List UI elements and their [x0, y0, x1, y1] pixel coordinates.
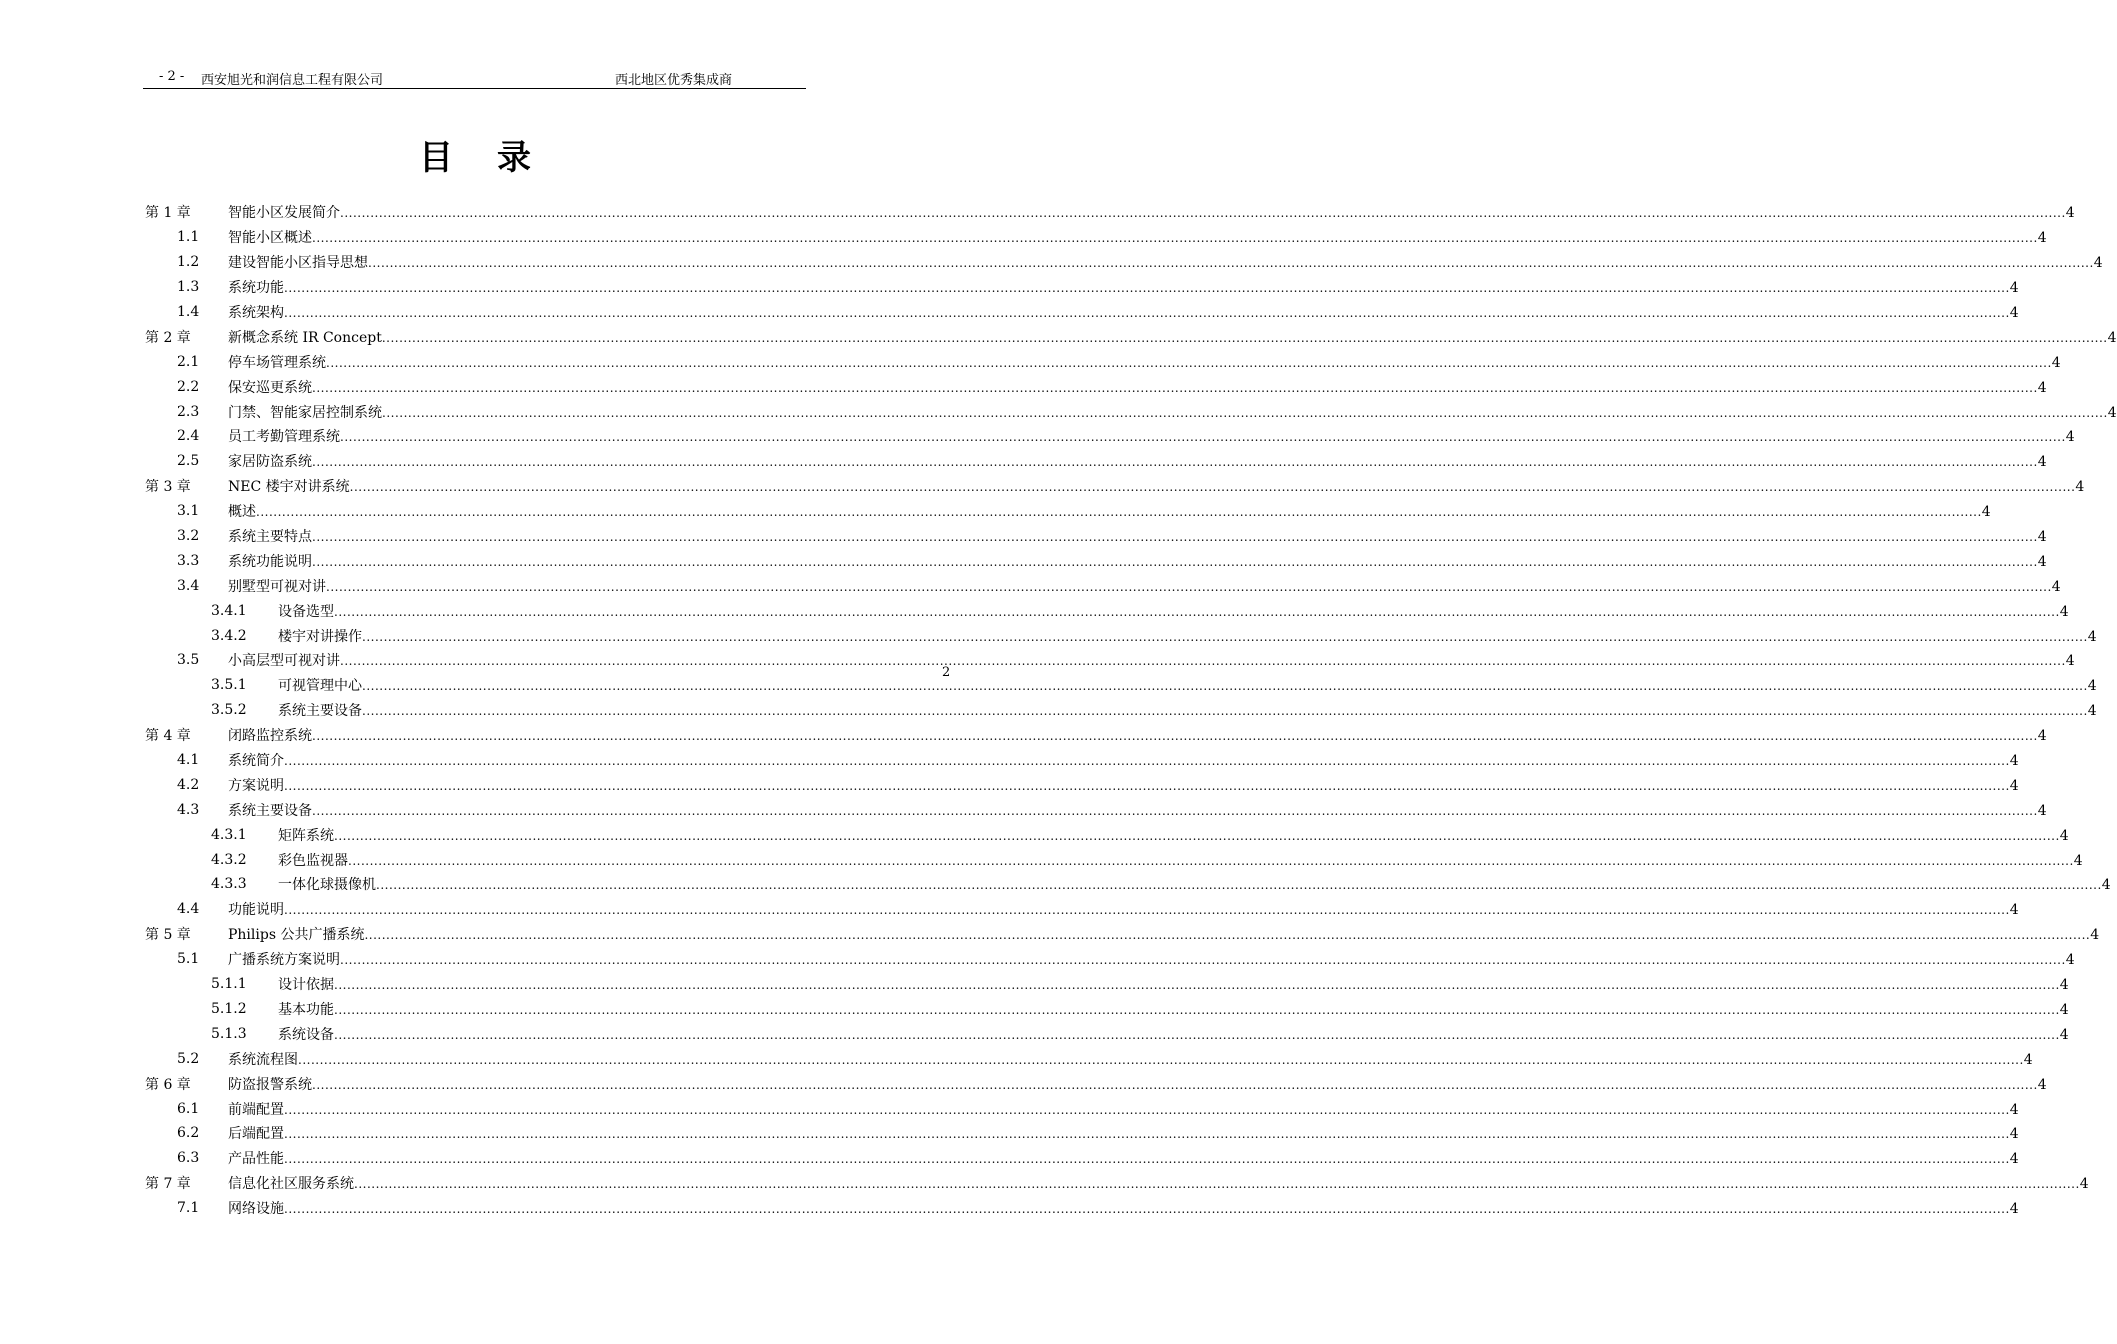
toc-entry-line — [228, 302, 2019, 322]
toc-entry-line — [228, 1173, 2089, 1193]
toc-entry-title: 家居防盗系统 — [228, 454, 312, 471]
dot-leader: ................................................................................................................................................................................................................................................................................................................................................................................................................ — [354, 1177, 2080, 1192]
toc-entry-title: 设备选型 — [278, 603, 334, 620]
page-title: 目录 — [419, 138, 575, 178]
toc-entry[interactable] — [145, 598, 2069, 623]
toc-entry-line — [228, 551, 2047, 571]
toc-entry-title: 保安巡更系统 — [228, 379, 312, 396]
toc-entry[interactable] — [145, 1046, 2033, 1071]
toc-entry-number: 3.2 — [177, 528, 200, 545]
toc-entry[interactable] — [145, 399, 2117, 424]
toc-entry-line — [278, 700, 2097, 720]
dot-leader: ................................................................................................................................................................................................................................................................................................................................................................................................................ — [312, 729, 2038, 744]
toc-entry-title: 方案说明 — [228, 777, 284, 794]
toc-entry-line — [228, 750, 2019, 770]
toc-entry-page: 4 — [2087, 703, 2097, 720]
toc-entry[interactable] — [145, 275, 2019, 300]
dot-leader: ................................................................................................................................................................................................................................................................................................................................................................................................................ — [334, 604, 2060, 619]
toc-entry-title: 停车场管理系统 — [228, 354, 326, 371]
dot-leader: ................................................................................................................................................................................................................................................................................................................................................................................................................ — [256, 505, 1982, 520]
dot-leader: ................................................................................................................................................................................................................................................................................................................................................................................................................ — [284, 1152, 2010, 1167]
dot-leader: ................................................................................................................................................................................................................................................................................................................................................................................................................ — [284, 1102, 2010, 1117]
toc-entry[interactable] — [145, 1171, 2089, 1196]
toc-entry-number: 3.1 — [177, 503, 200, 520]
toc-entry-line — [278, 601, 2069, 621]
toc-entry-number: 1.3 — [177, 279, 200, 296]
toc-entry-number: 2.1 — [177, 353, 200, 370]
toc-entry-title: 系统主要特点 — [228, 529, 312, 546]
toc-entry-line — [278, 1024, 2069, 1044]
toc-entry-page: 4 — [2009, 280, 2019, 297]
toc-entry-title: 智能小区概述 — [228, 230, 312, 247]
toc-entry-page: 4 — [2037, 1076, 2047, 1093]
toc-entry-title: 别墅型可视对讲 — [228, 578, 326, 595]
toc-entry-title: 网络设施 — [228, 1201, 284, 1218]
toc-entry-number: 4.1 — [177, 752, 200, 769]
toc-entry-page: 4 — [2059, 603, 2069, 620]
toc-entry-page: 4 — [2009, 777, 2019, 794]
toc-entry-line — [228, 402, 2117, 422]
dot-leader: ................................................................................................................................................................................................................................................................................................................................................................................................................ — [312, 231, 2038, 246]
dot-leader: ................................................................................................................................................................................................................................................................................................................................................................................................................ — [334, 1027, 2060, 1042]
toc-entry-title: 系统架构 — [228, 305, 284, 321]
table-of-contents — [145, 200, 2117, 1221]
toc-entry-number: 7.1 — [177, 1200, 200, 1217]
toc-entry-number: 3.4.2 — [211, 627, 247, 644]
toc-entry[interactable] — [145, 623, 2097, 648]
toc-entry-title: 信息化社区服务系统 — [228, 1176, 354, 1193]
toc-entry-number: 6.3 — [177, 1150, 200, 1167]
toc-entry-line — [228, 352, 2061, 372]
toc-entry-page: 4 — [2051, 354, 2061, 371]
toc-entry[interactable] — [145, 374, 2047, 399]
toc-entry-line — [228, 451, 2047, 471]
toc-entry-page: 4 — [2093, 255, 2103, 272]
toc-entry-page: 4 — [2107, 404, 2117, 421]
toc-entry-line — [228, 949, 2075, 969]
toc-entry-line — [228, 650, 2075, 670]
toc-entry-number: 6.2 — [177, 1125, 200, 1142]
toc-entry[interactable] — [145, 300, 2019, 325]
dot-leader: ................................................................................................................................................................................................................................................................................................................................................................................................................ — [362, 704, 2088, 719]
toc-entry-number: 4.2 — [177, 776, 200, 793]
toc-entry[interactable] — [145, 1096, 2019, 1121]
toc-entry-title: 智能小区发展简介 — [228, 205, 340, 222]
toc-entry-title: 系统简介 — [228, 753, 284, 770]
toc-entry-title: 可视管理中心 — [278, 678, 362, 695]
toc-entry-line — [228, 476, 2085, 496]
toc-entry-page: 4 — [2073, 852, 2083, 869]
toc-entry[interactable] — [145, 872, 2111, 897]
toc-entry-line — [228, 252, 2103, 272]
toc-entry-title: 系统主要设备 — [278, 703, 362, 720]
dot-leader: ................................................................................................................................................................................................................................................................................................................................................................................................................ — [364, 928, 2091, 943]
dot-leader: ................................................................................................................................................................................................................................................................................................................................................................................................................ — [312, 1077, 2038, 1092]
dot-leader: ................................................................................................................................................................................................................................................................................................................................................................................................................ — [349, 480, 2076, 495]
toc-entry-number: 6.1 — [177, 1100, 200, 1117]
toc-entry-title: 新概念系统 IR Concept — [228, 329, 382, 346]
toc-entry-title: 前端配置 — [228, 1101, 284, 1118]
toc-entry[interactable] — [145, 1121, 2019, 1146]
toc-entry-title: 小高层型可视对讲 — [228, 653, 340, 670]
dot-leader: ................................................................................................................................................................................................................................................................................................................................................................................................................ — [312, 455, 2038, 470]
toc-entry-number: 3.5.1 — [211, 677, 247, 694]
toc-entry-page: 4 — [2101, 877, 2111, 894]
toc-entry[interactable] — [145, 673, 2097, 698]
toc-entry-page: 4 — [2009, 1126, 2019, 1143]
dot-leader: ................................................................................................................................................................................................................................................................................................................................................................................................................ — [326, 579, 2052, 594]
toc-entry-line — [278, 974, 2069, 994]
toc-entry-number: 2.2 — [177, 378, 200, 395]
toc-entry-page: 4 — [2059, 827, 2069, 844]
dot-leader: ................................................................................................................................................................................................................................................................................................................................................................................................................ — [382, 405, 2108, 420]
toc-entry-line — [278, 626, 2097, 646]
toc-entry[interactable] — [145, 847, 2083, 872]
toc-entry-page: 4 — [2059, 1001, 2069, 1018]
toc-entry-number: 3.5 — [177, 652, 200, 669]
company-name: 西安旭光和润信息工程有限公司 — [201, 73, 384, 88]
toc-entry[interactable] — [145, 897, 2019, 922]
toc-entry-line — [228, 924, 2100, 944]
toc-entry-page: 4 — [2009, 305, 2019, 321]
dot-leader: ................................................................................................................................................................................................................................................................................................................................................................................................................ — [298, 1052, 2024, 1067]
dot-leader: ................................................................................................................................................................................................................................................................................................................................................................................................................ — [340, 430, 2066, 445]
toc-entry-line — [278, 675, 2097, 695]
toc-entry-title: 系统流程图 — [228, 1051, 298, 1068]
toc-entry[interactable] — [145, 698, 2097, 723]
toc-entry-line — [278, 825, 2069, 845]
toc-entry-title: Philips 公共广播系统 — [228, 927, 365, 944]
toc-entry[interactable] — [145, 573, 2061, 598]
dot-leader: ................................................................................................................................................................................................................................................................................................................................................................................................................ — [340, 654, 2066, 669]
dot-leader: ................................................................................................................................................................................................................................................................................................................................................................................................................ — [284, 1127, 2010, 1142]
dot-leader: ................................................................................................................................................................................................................................................................................................................................................................................................................ — [312, 530, 2038, 545]
toc-entry-title: 闭路监控系统 — [228, 728, 312, 745]
toc-entry-line — [228, 327, 2117, 347]
toc-entry[interactable] — [145, 797, 2047, 822]
toc-entry-line — [228, 426, 2075, 446]
dot-leader: ................................................................................................................................................................................................................................................................................................................................................................................................................ — [348, 853, 2074, 868]
toc-entry-page: 4 — [2009, 753, 2019, 770]
toc-entry-title: 功能说明 — [228, 902, 284, 919]
toc-entry-page: 4 — [2087, 678, 2097, 695]
toc-entry-page: 4 — [2037, 230, 2047, 247]
toc-entry-page: 4 — [2037, 728, 2047, 745]
toc-entry-title: 后端配置 — [228, 1126, 284, 1143]
toc-entry-line — [228, 1049, 2033, 1069]
toc-entry[interactable] — [145, 524, 2047, 549]
toc-entry-number: 3.5.2 — [211, 702, 247, 719]
dot-leader: ................................................................................................................................................................................................................................................................................................................................................................................................................ — [284, 281, 2010, 296]
toc-entry-title: 一体化球摄像机 — [278, 877, 376, 894]
toc-entry-title: 产品性能 — [228, 1151, 284, 1168]
toc-entry-title: 广播系统方案说明 — [228, 952, 340, 969]
toc-entry-line — [228, 1198, 2019, 1218]
toc-entry-page: 4 — [2065, 653, 2075, 670]
toc-entry-line — [228, 202, 2075, 222]
toc-entry-title: 门禁、智能家居控制系统 — [228, 404, 382, 421]
toc-entry[interactable] — [145, 997, 2069, 1022]
toc-entry-page: 4 — [2037, 379, 2047, 396]
toc-entry-number: 4.3.2 — [211, 851, 247, 868]
toc-entry-number: 第 7 章 — [145, 1176, 191, 1193]
toc-entry-title: 设计依据 — [278, 977, 334, 994]
toc-entry-line — [228, 899, 2019, 919]
toc-entry-line — [228, 1123, 2019, 1143]
dot-leader: ................................................................................................................................................................................................................................................................................................................................................................................................................ — [362, 679, 2088, 694]
toc-entry-title: 员工考勤管理系统 — [228, 429, 340, 446]
toc-entry-page: 4 — [2037, 553, 2047, 570]
toc-entry-number: 5.1.3 — [211, 1025, 247, 1042]
toc-entry-page: 4 — [2090, 927, 2100, 944]
toc-entry-line — [228, 1148, 2019, 1168]
toc-entry-title: 建设智能小区指导思想 — [228, 255, 368, 272]
toc-entry-title: 系统主要设备 — [228, 802, 312, 819]
toc-entry[interactable] — [145, 648, 2075, 673]
header-slogan: 西北地区优秀集成商 — [615, 73, 733, 88]
toc-entry-number: 第 4 章 — [145, 728, 191, 745]
toc-entry-number: 第 3 章 — [145, 479, 191, 496]
dot-leader: ................................................................................................................................................................................................................................................................................................................................................................................................................ — [312, 380, 2038, 395]
toc-entry[interactable] — [145, 748, 2019, 773]
toc-entry-page: 4 — [2037, 802, 2047, 819]
toc-entry-line — [228, 800, 2047, 820]
toc-entry-line — [228, 1074, 2047, 1094]
dot-leader: ................................................................................................................................................................................................................................................................................................................................................................................................................ — [362, 629, 2088, 644]
toc-entry-page: 4 — [2065, 952, 2075, 969]
toc-entry-line — [278, 874, 2111, 894]
toc-entry-line — [228, 377, 2047, 397]
toc-entry-line — [278, 850, 2083, 870]
toc-entry-title: NEC 楼宇对讲系统 — [228, 479, 350, 496]
toc-entry-page: 4 — [1981, 504, 1991, 521]
dot-leader: ................................................................................................................................................................................................................................................................................................................................................................................................................ — [284, 306, 2010, 320]
toc-entry-line — [228, 1099, 2019, 1119]
toc-entry-number: 第 6 章 — [145, 1076, 191, 1093]
toc-entry[interactable] — [145, 225, 2047, 250]
toc-entry-page: 4 — [2009, 902, 2019, 919]
toc-entry-number: 1.4 — [177, 304, 200, 320]
toc-entry-number: 1.1 — [177, 229, 200, 246]
toc-entry-line — [228, 227, 2047, 247]
toc-entry-number: 4.3.1 — [211, 826, 247, 843]
toc-entry-page: 4 — [2037, 529, 2047, 546]
dot-leader: ................................................................................................................................................................................................................................................................................................................................................................................................................ — [334, 828, 2060, 843]
dot-leader: ................................................................................................................................................................................................................................................................................................................................................................................................................ — [340, 206, 2066, 221]
toc-entry[interactable] — [145, 1196, 2019, 1221]
dot-leader: ................................................................................................................................................................................................................................................................................................................................................................................................................ — [334, 978, 2060, 993]
toc-entry[interactable] — [145, 474, 2085, 499]
toc-entry-page: 4 — [2059, 1026, 2069, 1043]
toc-entry-number: 2.4 — [177, 428, 200, 445]
toc-entry-title: 系统设备 — [278, 1026, 334, 1043]
toc-entry-number: 2.5 — [177, 453, 200, 470]
toc-entry-number: 4.3 — [177, 801, 200, 818]
toc-entry-page: 4 — [2009, 1151, 2019, 1168]
toc-entry-line — [228, 501, 1991, 521]
toc-entry-page: 4 — [2075, 479, 2085, 496]
toc-entry-number: 3.4 — [177, 577, 200, 594]
toc-entry-number: 第 1 章 — [145, 205, 191, 222]
toc-entry-title: 概述 — [228, 504, 256, 521]
toc-entry[interactable] — [145, 922, 2100, 947]
toc-entry-page: 4 — [2107, 329, 2117, 346]
toc-entry[interactable] — [145, 947, 2075, 972]
toc-entry-page: 4 — [2037, 454, 2047, 471]
page-indicator: - 2 - — [159, 69, 185, 84]
dot-leader: ................................................................................................................................................................................................................................................................................................................................................................................................................ — [312, 803, 2038, 818]
toc-entry-number: 5.1.1 — [211, 976, 247, 993]
toc-entry-number: 1.2 — [177, 254, 200, 271]
toc-entry[interactable] — [145, 1146, 2019, 1171]
toc-entry-page: 4 — [2023, 1051, 2033, 1068]
toc-entry-page: 4 — [2009, 1101, 2019, 1118]
toc-entry[interactable] — [145, 499, 1991, 524]
toc-entry[interactable] — [145, 1071, 2047, 1096]
toc-entry-line — [228, 277, 2019, 297]
toc-entry-number: 4.4 — [177, 901, 200, 918]
toc-entry-line — [228, 576, 2061, 596]
toc-entry-title: 系统功能 — [228, 280, 284, 297]
toc-entry[interactable] — [145, 449, 2047, 474]
toc-entry-number: 5.1.2 — [211, 1000, 247, 1017]
toc-entry-page: 4 — [2065, 205, 2075, 222]
toc-entry-number: 2.3 — [177, 403, 200, 420]
toc-entry-title: 楼宇对讲操作 — [278, 628, 362, 645]
toc-entry-number: 3.4.1 — [211, 602, 247, 619]
toc-entry-page: 4 — [2079, 1176, 2089, 1193]
dot-leader: ................................................................................................................................................................................................................................................................................................................................................................................................................ — [312, 554, 2038, 569]
dot-leader: ................................................................................................................................................................................................................................................................................................................................................................................................................ — [284, 903, 2010, 918]
toc-entry-line — [228, 775, 2019, 795]
dot-leader: ................................................................................................................................................................................................................................................................................................................................................................................................................ — [326, 355, 2052, 370]
toc-entry-number: 5.1 — [177, 951, 200, 968]
toc-entry-line — [228, 526, 2047, 546]
dot-leader: ................................................................................................................................................................................................................................................................................................................................................................................................................ — [284, 754, 2010, 769]
dot-leader: ................................................................................................................................................................................................................................................................................................................................................................................................................ — [376, 878, 2102, 893]
toc-entry-number: 5.2 — [177, 1050, 200, 1067]
toc-entry[interactable] — [145, 1021, 2069, 1046]
dot-leader: ................................................................................................................................................................................................................................................................................................................................................................................................................ — [284, 1202, 2010, 1217]
toc-entry-title: 彩色监视器 — [278, 852, 348, 869]
toc-entry[interactable] — [145, 324, 2117, 349]
toc-entry[interactable] — [145, 424, 2075, 449]
toc-entry[interactable] — [145, 250, 2103, 275]
toc-entry-title: 防盗报警系统 — [228, 1076, 312, 1093]
dot-leader: ................................................................................................................................................................................................................................................................................................................................................................................................................ — [340, 953, 2066, 968]
toc-entry-page: 4 — [2059, 977, 2069, 994]
toc-entry[interactable] — [145, 822, 2069, 847]
toc-entry[interactable] — [145, 200, 2075, 225]
dot-leader: ................................................................................................................................................................................................................................................................................................................................................................................................................ — [368, 256, 2094, 271]
toc-entry-page: 4 — [2065, 429, 2075, 446]
toc-entry-title: 基本功能 — [278, 1001, 334, 1018]
toc-entry-line — [228, 725, 2047, 745]
toc-entry-title: 系统功能说明 — [228, 553, 312, 570]
toc-entry-line — [278, 999, 2069, 1019]
toc-entry[interactable] — [145, 349, 2061, 374]
dot-leader: ................................................................................................................................................................................................................................................................................................................................................................................................................ — [284, 778, 2010, 793]
toc-entry[interactable] — [145, 972, 2069, 997]
toc-entry[interactable] — [145, 723, 2047, 748]
toc-entry-number: 第 2 章 — [145, 329, 191, 346]
toc-entry-page: 4 — [2087, 628, 2097, 645]
toc-entry-title: 矩阵系统 — [278, 827, 334, 844]
toc-entry-page: 4 — [2051, 578, 2061, 595]
toc-entry[interactable] — [145, 772, 2019, 797]
toc-entry[interactable] — [145, 548, 2047, 573]
dot-leader: ................................................................................................................................................................................................................................................................................................................................................................................................................ — [381, 330, 2108, 345]
toc-entry-number: 4.3.3 — [211, 876, 247, 893]
side-page-number: 2 — [942, 665, 951, 680]
toc-entry-number: 第 5 章 — [145, 927, 191, 944]
dot-leader: ................................................................................................................................................................................................................................................................................................................................................................................................................ — [334, 1002, 2060, 1017]
page-header — [143, 66, 806, 89]
toc-entry-page: 4 — [2009, 1201, 2019, 1218]
toc-entry-number: 3.3 — [177, 552, 200, 569]
